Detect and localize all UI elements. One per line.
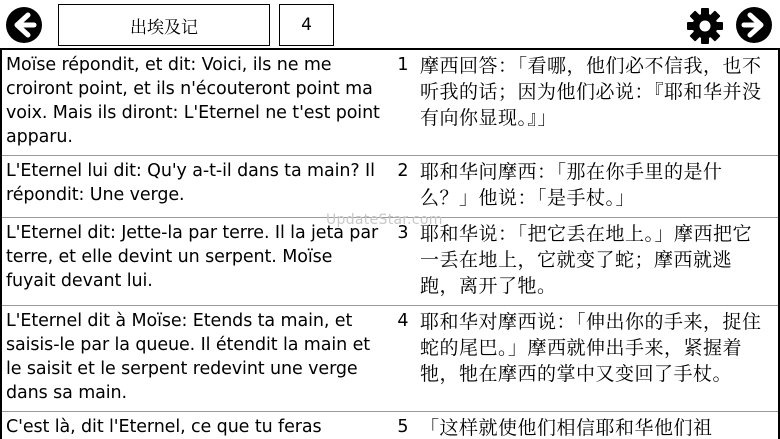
verse-row <box>2 412 778 439</box>
forward-button[interactable] <box>736 7 772 43</box>
verse-text-chinese: 耶和华对摩西说：「伸出你的手来，捉住蛇的尾巴。」摩西就伸出手来，紧握着牠，牠在摩西的掌中又变回了手杖。 <box>420 311 762 385</box>
verse-row <box>2 50 778 156</box>
chapter-selector[interactable] <box>279 4 334 46</box>
gear-icon <box>686 7 724 45</box>
verse-text-french: Moïse répondit, et dit: Voici, ils ne me croiront point, et ils n'écouteront point ma voix. Mais ils diront: L'Eternel ne t'est point apparu. <box>6 55 380 147</box>
verse-number: 1 <box>397 55 409 75</box>
settings-button[interactable] <box>686 7 724 45</box>
watermark: UpdateStar.com <box>326 212 443 228</box>
verse-row <box>2 156 778 218</box>
verse-number: 3 <box>397 223 409 243</box>
book-name: 出埃及记 <box>130 17 198 38</box>
verse-number: 4 <box>397 311 409 331</box>
arrow-left-circle-icon <box>6 7 42 43</box>
arrow-right-circle-icon <box>736 7 772 43</box>
book-selector[interactable] <box>58 4 270 46</box>
toolbar <box>0 0 780 50</box>
verse-text-chinese: 耶和华问摩西：「那在你手里的是什么？」他说：「是手杖。」 <box>420 161 723 209</box>
verse-text-chinese: 摩西回答：「看哪，他们必不信我，也不听我的话；因为他们必说：『耶和华并没有向你显现。』」 <box>420 55 762 129</box>
verse-text-french: L'Eternel dit à Moïse: Etends ta main, et saisis-le par la queue. Il étendit la main et le saisit et le serpent redevint une verge dans sa main. <box>6 311 371 403</box>
verse-text-chinese: 「这样就使他们相信耶和华他们祖 <box>420 417 713 439</box>
verse-text-french: L'Eternel lui dit: Qu'y a-t-il dans ta main? Il répondit: Une verge. <box>6 161 375 205</box>
chapter-number: 4 <box>301 15 312 35</box>
verse-list[interactable] <box>0 50 780 439</box>
verse-row <box>2 306 778 412</box>
verse-number: 2 <box>397 161 409 181</box>
verse-text-french: L'Eternel dit: Jette-la par terre. Il la jeta par terre, et elle devint un serpent. Moïse fuyait devant lui. <box>6 223 379 291</box>
verse-row <box>2 218 778 306</box>
verse-text-chinese: 耶和华说：「把它丢在地上。」摩西把它一丢在地上，它就变了蛇；摩西就逃跑，离开了牠。 <box>420 223 753 297</box>
verse-text-french: C'est là, dit l'Eternel, ce que tu feras <box>6 417 322 437</box>
back-button[interactable] <box>6 7 42 43</box>
verse-number: 5 <box>397 417 409 437</box>
